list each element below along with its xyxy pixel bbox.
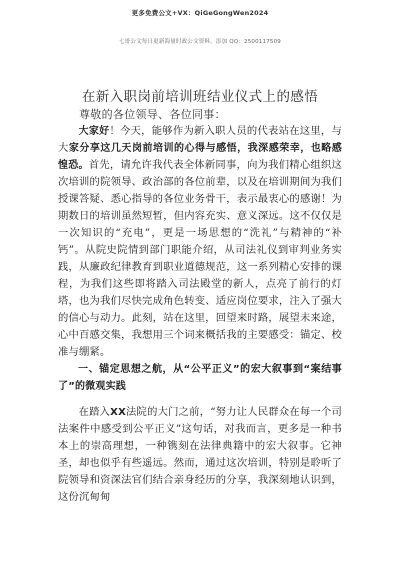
document-body [58, 123, 342, 506]
paragraph-1-part1: ！今天，能够作为新入职人员的代表站在这里，与大 [58, 125, 342, 154]
section-heading-1: 一、锚定思想之航，从“公平正义”的宏大叙事到“案结事了”的微观实践 [58, 364, 342, 392]
document-title: 在新入职岗前培训班结业仪式上的感悟 [81, 89, 319, 105]
header-sub-line: 七哥公文每日更新海量时政公文资料，添加 QQ：2500117509 [118, 39, 281, 45]
paragraph-1 [58, 123, 342, 361]
greeting-bold: 大家好 [78, 126, 110, 137]
paragraph-1-bold-segment: 家分享这几天岗前培训的心得与感悟，我深感荣幸，也略感惶恐。 [58, 143, 343, 171]
header-top-line: 更多免费公文+VX：QiGeGongWen2024 [131, 9, 269, 17]
paragraph-2-bold-xx: XX [110, 407, 126, 418]
salutation: 尊敬的各位领导、各位同事： [79, 108, 226, 121]
paragraph-2-part1: 在踏入 [78, 406, 111, 418]
paragraph-2 [58, 404, 342, 506]
paragraph-1-rest: 首先，请允许我代表全体新同事，向为我们精心组织这次培训的院领导、政治部的各位前辈，以及在培训期间为我们授课答疑、悉心指导的各位业务骨干，表示最衷心的感谢！为期数日的培训虽然短暂，但内容充实、意义深远。这不仅仅是一次知识的“充电”，更是一场思想的“洗礼”与精神的“补钙”。从院史院情到部门职能介绍，从司法礼仪到审判业务实践，从廉政纪律教育到职业道德规范，这一系列精心安排的课程，为我们这些即将踏入司法殿堂的新人，点亮了前行的灯塔，也为我们尽快完成角色转变、适应岗位要求，注入了强大的信心与动力。此刻，站在这里，回望来时路，展望未来途，心中百感交集，我想用三个词来概括我的主要感受：锚定、校准与绷紧。 [58, 159, 342, 358]
section-gap [58, 395, 342, 404]
paragraph-2-rest: 法院的大门之前，“努力让人民群众在每一个司法案件中感受到公平正义”这句话，对我而言，更多是一种书本上的崇高理想，一种镌刻在法律典籍中的宏大叙事。它神圣，却也似乎有些遥远。然而，通过这次培训，特别是聆听了院领导和资深法官们结合亲身经历的分享，我深刻地认识到，这份沉甸甸 [58, 406, 342, 503]
page-header [58, 0, 342, 45]
